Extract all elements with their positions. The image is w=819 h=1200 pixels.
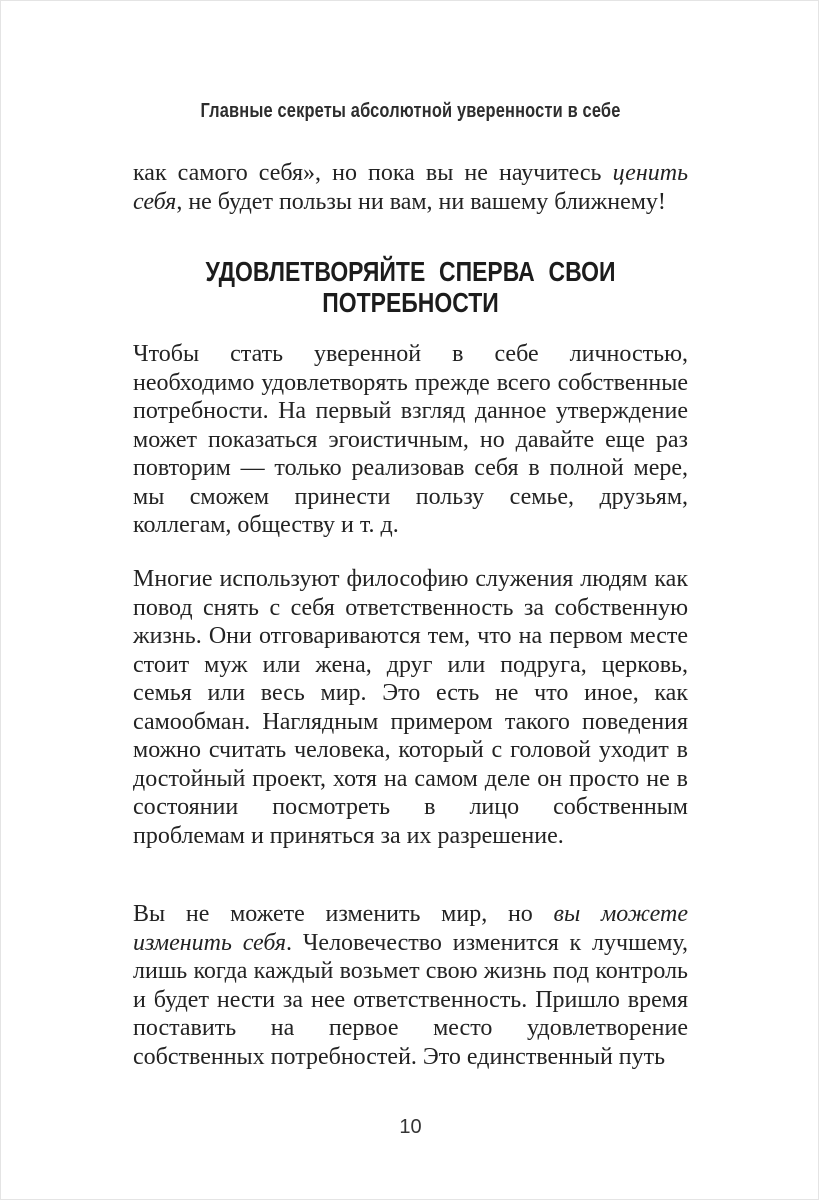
paragraph-change-yourself-text: Вы не можете изменить мир, но [133,901,554,927]
paragraph-continuation-text: как самого себя», но пока вы не научитесь [133,160,613,186]
emphasis-you-can-change-yourself: вы можете изменить себя [133,901,688,956]
section-heading: УДОВЛЕТВОРЯЙТЕ СПЕРВА СВОИ ПОТРЕБНОСТИ [205,256,616,318]
paragraph-change-yourself-text-end: . Человечество изменится к лучшему, лишь когда каждый возьмет свою жизнь под контроль и будет нести за нее ответственность. Пришло время поставить на первое место удовлетворение собственных потребностей. Это единственный путь [133,929,688,1070]
paragraph-change-yourself [133,900,688,1071]
page-number: 10 [399,1116,422,1138]
paragraph-continuation-text-end: , не будет пользы ни вам, ни вашему ближнему! [176,188,666,215]
paragraph-philosophy-of-service: Многие используют философию служения людям как повод снять с себя ответственность за собственную жизнь. Они отговариваются тем, что на первом месте стоит муж или жена, друг или подруга, церковь, семья или весь мир. Это есть не что иное, как самообман. Наглядным примером такого поведения можно считать человека, который с головой уходит в достойный проект, хотя на самом деле он просто не в состоянии посмотреть в лицо собственным проблемам и приняться за их разрешение. [133,566,688,849]
emphasis-value-yourself: ценить себя [133,160,688,215]
paragraph-satisfy-needs: Чтобы стать уверенной в себе личностью, необходимо удовлетворять прежде всего собственные потребности. На первый взгляд данное утверждение может показаться эгоистичным, но давайте еще раз повторим — только реализовав себя в полной мере, мы сможем принести пользу семье, друзьям, коллегам, обществу и т. д. [133,341,688,538]
paragraph-continuation [133,159,688,216]
running-head: Главные секреты абсолютной уверенности в себе [200,100,621,122]
